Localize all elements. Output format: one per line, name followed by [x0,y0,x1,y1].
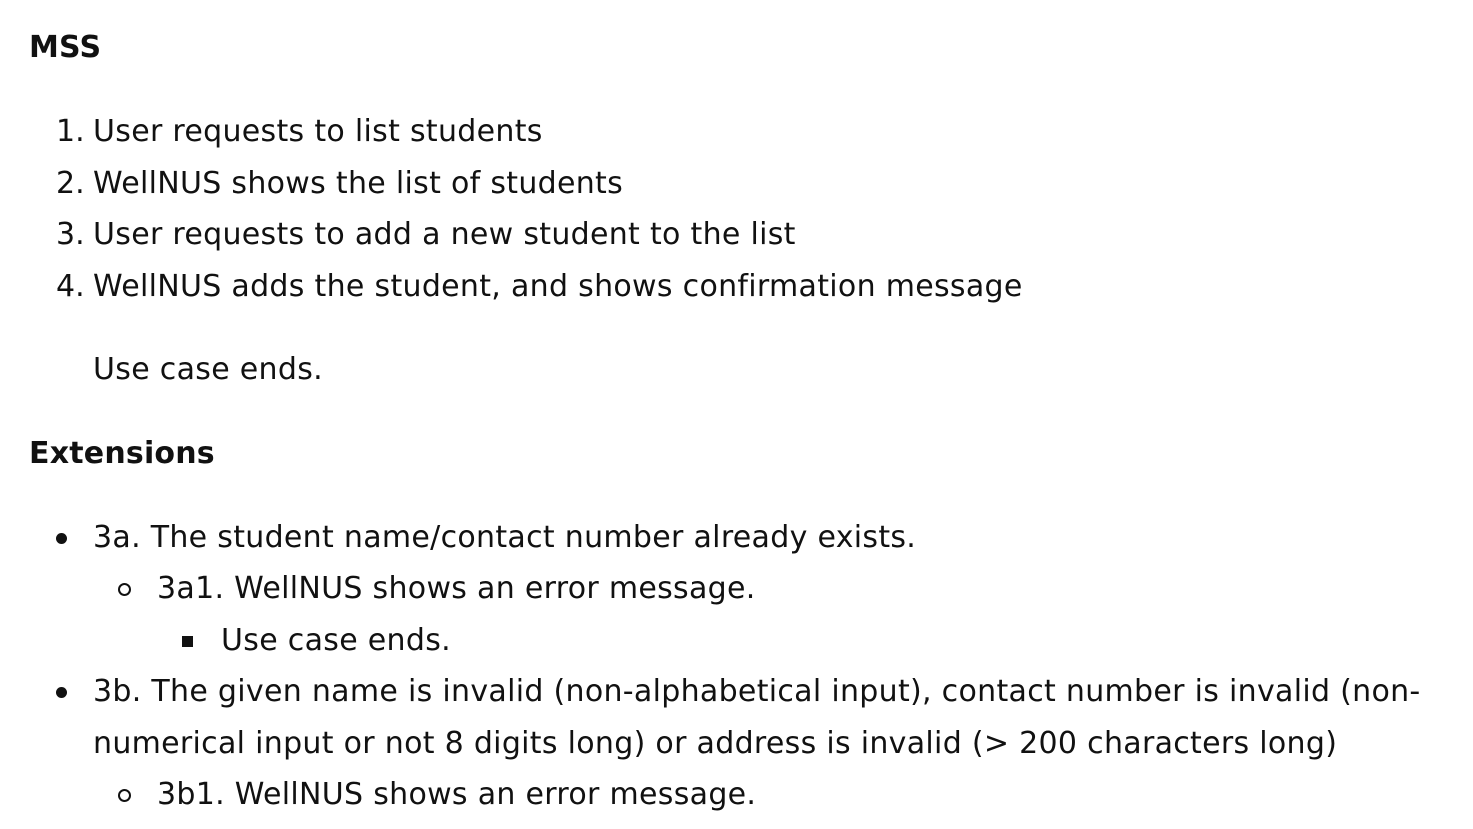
bullet-square-icon [182,636,193,647]
mss-heading: MSS [29,30,102,65]
bullet-disc-icon [56,687,67,698]
mss-step-number: 3. [56,217,85,252]
extension-item-text: 3b. The given name is invalid (non-alphabetical input), contact number is invalid (non- [93,674,1421,709]
extension-item-text: 3a. The student name/contact number already exists. [93,520,917,555]
bullet-circle-icon [118,789,131,802]
bullet-disc-icon [56,533,67,544]
mss-step-number: 2. [56,166,85,201]
extension-subitem-text: 3a1. WellNUS shows an error message. [157,571,756,606]
mss-step-number: 4. [56,269,85,304]
mss-ending-text: Use case ends. [93,352,323,387]
extension-subsubitem-text: Use case ends. [221,623,451,658]
mss-step-text: WellNUS adds the student, and shows confirmation message [93,269,1023,304]
bullet-circle-icon [118,583,131,596]
mss-step-text: User requests to list students [93,114,543,149]
extension-item-text-continued: numerical input or not 8 digits long) or address is invalid (> 200 characters long) [93,726,1338,761]
extension-subitem-text: 3b1. WellNUS shows an error message. [157,777,757,812]
mss-step-text: WellNUS shows the list of students [93,166,624,201]
mss-step-text: User requests to add a new student to the list [93,217,796,252]
mss-step-number: 1. [56,114,85,149]
extensions-heading: Extensions [29,436,215,471]
